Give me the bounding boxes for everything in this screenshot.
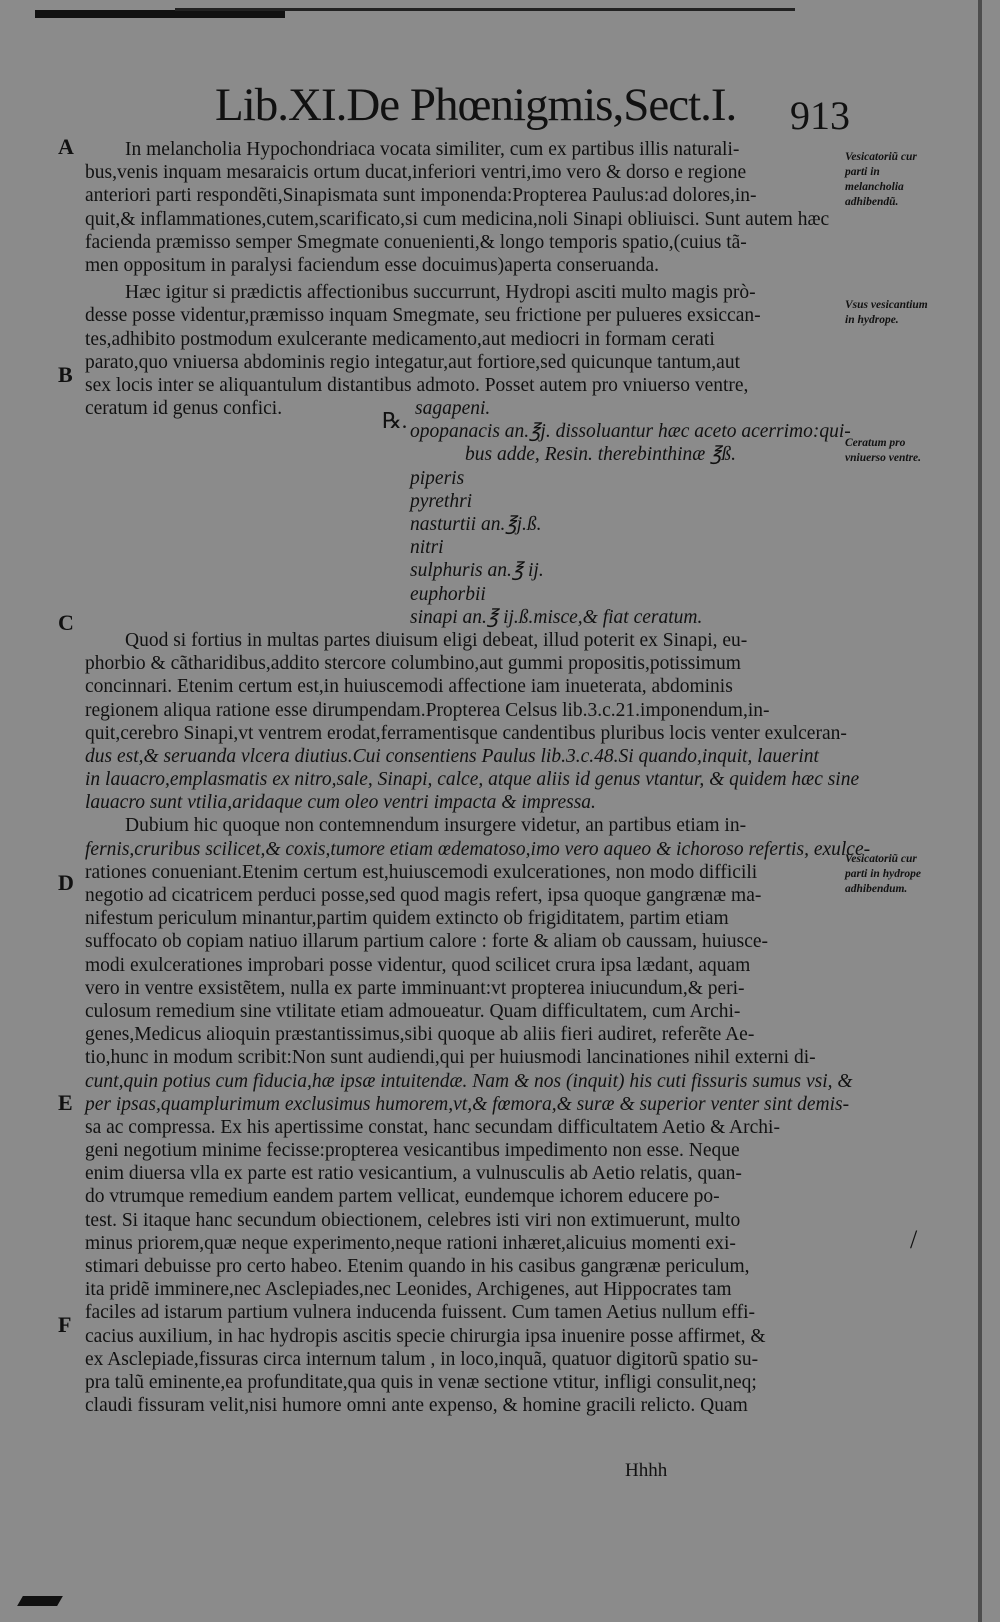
text-line: phorbio & cãtharidibus,addito stercore columbino,aut gummi propositis,potissimum bbox=[85, 653, 741, 675]
margin-letter-e: E bbox=[58, 1090, 73, 1115]
text-line: suffocato ob copiam natiuo illarum partium calore : forte & aliam ob caussam, huiusce- bbox=[85, 931, 769, 953]
margin-note: Vesicatoriũ cur parti in hydrope adhibendum. bbox=[845, 853, 922, 895]
text-line: vero in ventre exsistẽtem, nulla ex parte imminuant:vt propterea iniucundum,& peri- bbox=[85, 977, 745, 999]
text-line: stimari debuisse pro certo habeo. Etenim quando in his casibus gangrænæ periculum, bbox=[85, 1256, 750, 1277]
recipe-line: opopanacis an.℥j. dissoluantur hæc aceto acerrimo:qui- bbox=[410, 421, 851, 443]
text-line: per ipsas,quamplurimum exclusimus humorem,vt,& fœmora,& suræ & superior venter sint demis- bbox=[85, 1093, 850, 1115]
recipe-symbol: ℞. bbox=[382, 408, 408, 433]
text-line: minus priorem,quæ neque experimento,neque rationi inhæret,alicuius momenti exi- bbox=[85, 1232, 736, 1254]
text-line: ex Asclepiade,fissuras circa internum talum , in loco,inquã, quatuor digitorũ spatio su- bbox=[85, 1348, 759, 1370]
text-line: test. Si itaque hanc secundum obiectionem, celebres isti viri non extimuerunt, multo bbox=[85, 1209, 741, 1231]
text-line: geni negotium minime fecisse:propterea vesicantibus impedimento non esse. Neque bbox=[85, 1140, 740, 1162]
running-header bbox=[215, 78, 855, 138]
text-line: bus,venis inquam mesaraicis ortum ducat,inferiori ventri,imo vero & dorso e regione bbox=[85, 162, 747, 184]
text-line: fernis,cruribus scilicet,& coxis,tumore etiam œdematoso,imo vero aqueo & ichoroso refertis, exulce- bbox=[85, 838, 871, 860]
margin-letter-b: B bbox=[58, 362, 73, 387]
recipe-line: sinapi an.℥ ij.ß.misce,& fiat ceratum. bbox=[410, 606, 703, 628]
scan-artifact-bar bbox=[35, 10, 285, 18]
text-line: quit,cerebro Sinapi,vt ventrem erodat,ferramentisque candentibus pluribus locis venter exulceran- bbox=[85, 722, 847, 744]
margin-letter-f: F bbox=[58, 1312, 72, 1337]
text-line: dus est,& seruanda vlcera diutius.Cui consentiens Paulus lib.3.c.48.Si quando,inquit, lauerint bbox=[85, 745, 819, 767]
text-line: enim diuersa vlla ex parte est ratio vesicantium, a vulnusculis ab Aetio relatis, quan- bbox=[85, 1163, 742, 1185]
text-line: facienda præmisso semper Smegmate conuenienti,& longo temporis spatio,(cuius tã- bbox=[85, 231, 747, 253]
text-line: regionem aliqua ratione esse dirumpendam.Propterea Celsus lib.3.c.21.imponendum,in- bbox=[85, 699, 770, 721]
recipe-line: bus adde, Resin. therebinthinæ ℥ß. bbox=[465, 444, 737, 466]
text-line: anteriori parti respondẽti,Sinapismata sunt imponenda:Propterea Paulus:ad dolores,in- bbox=[85, 185, 757, 207]
recipe-line: sulphuris an.℥ ij. bbox=[410, 560, 544, 582]
text-line: nifestum periculum minantur,partim quidem extincto ob frigiditatem, partim etiam bbox=[85, 908, 729, 930]
text-line: lauacro sunt vtilia,aridaque cum oleo ventri impacta & impressa. bbox=[85, 792, 596, 814]
text-line: parato,quo vniuersa abdominis regio integatur,aut fortiore,sed quicunque tantum,aut bbox=[85, 351, 740, 373]
body-text bbox=[85, 138, 871, 1417]
page-edge-shadow bbox=[978, 0, 982, 1622]
scan-artifact-smudge bbox=[17, 1596, 63, 1606]
text-line: culosum remedium sine vtilitate etiam admoueatur. Quam difficultatem, cum Archi- bbox=[85, 1000, 741, 1022]
text-line: in lauacro,emplasmatis ex nitro,sale, Sinapi, calce, atque aliis id genus vtantur, & quidem hæc sine bbox=[85, 769, 860, 791]
text-line: desse posse videntur,præmisso inquam Smegmate, seu frictione per pulueres exsiccan- bbox=[85, 305, 761, 327]
text-line: modi exulcerationes improbari posse videntur, quod scilicet crura ipsa lædant, aquam bbox=[85, 954, 751, 976]
signature-mark: Hhhh bbox=[625, 1460, 668, 1481]
margin-letter-a: A bbox=[58, 134, 74, 159]
margin-letter-d: D bbox=[58, 870, 74, 895]
recipe-line: nitri bbox=[410, 537, 444, 559]
text-line: ceratum id genus confici. bbox=[85, 398, 283, 420]
text-line: rationes conueniant.Etenim certum est,huiuscemodi exulcerationes, non modo difficili bbox=[85, 861, 758, 883]
margin-note: Ceratum pro vniuerso ventre. bbox=[845, 437, 922, 464]
text-line: faciles ad istarum partium vulnera inducenda fuissent. Cum tamen Aetius nullum effi- bbox=[85, 1302, 756, 1324]
text-line: Hæc igitur si prædictis affectionibus succurrunt, Hydropi asciti multo magis prò- bbox=[125, 282, 756, 304]
text-line: claudi fissuram velit,nisi humore omni ante expenso, & homine gracili relicto. Quam bbox=[85, 1395, 748, 1417]
text-line: cacius auxilium, in hac hydropis ascitis specie chirurgia ipsa inuenire posse affirmet, & bbox=[85, 1325, 766, 1347]
text-line: In melancholia Hypochondriaca vocata similiter, cum ex partibus illis naturali- bbox=[125, 139, 740, 160]
recipe-line: pyrethri bbox=[410, 490, 473, 512]
text-line: Quod si fortius in multas partes diuisum eligi debeat, illud poterit ex Sinapi, eu- bbox=[125, 629, 748, 651]
page-number: 913 bbox=[790, 93, 850, 138]
recipe-line: euphorbii bbox=[410, 583, 486, 605]
recipe-line: sagapeni. bbox=[415, 398, 491, 420]
margin-note: Vsus vesicantium in hydrope. bbox=[845, 299, 928, 326]
text-line: pra talũ eminente,ea profunditate,qua quis in venæ sectione vtitur, infligi consulit,neq; bbox=[85, 1371, 757, 1393]
text-line: Dubium hic quoque non contemnendum insurgere videtur, an partibus etiam in- bbox=[125, 815, 747, 837]
text-line: sa ac compressa. Ex his apertissime constat, hanc secundam difficultatem Aetio & Archi- bbox=[85, 1116, 780, 1138]
text-line: concinnari. Etenim certum est,in huiuscemodi affectione iam inueterata, abdominis bbox=[85, 676, 733, 698]
scan-artifact-line bbox=[175, 8, 795, 11]
text-line: men oppositum in paralysi faciendum esse docuimus)aperta conseruanda. bbox=[85, 254, 659, 276]
text-line: sex locis inter se aliquantulum distantibus admoto. Posset autem pro vniuerso ventre, bbox=[85, 374, 749, 396]
stray-mark: / bbox=[910, 1225, 918, 1254]
text-line: quit,& inflammationes,cutem,scarificato,si cum medicina,noli Sinapi obliuisci. Sunt autem hæc bbox=[85, 208, 830, 230]
text-line: tio,hunc in modum scribit:Non sunt audiendi,qui per huiusmodi lancinationes nihil externi di- bbox=[85, 1047, 816, 1069]
recipe-line: nasturtii an.℥j.ß. bbox=[410, 514, 542, 535]
text-line: ita pridẽ imminere,nec Asclepiades,nec Leonides, Archigenes, aut Hippocrates tam bbox=[85, 1279, 732, 1301]
text-line: genes,Medicus alioquin præstantissimus,sibi quoque ab aliis fieri audiret, referẽte Ae- bbox=[85, 1024, 755, 1046]
recipe-line: piperis bbox=[410, 467, 465, 489]
text-line: negotio ad cicatricem perduci posse,sed quod magis refert, ipsa quoque gangrænæ ma- bbox=[85, 885, 762, 906]
text-line: tes,adhibito postmodum exulcerante medicamento,aut mediocri in formam cerati bbox=[85, 328, 715, 350]
text-line: do vtrumque remedium eandem partem vellicat, eundemque ichorem educere po- bbox=[85, 1186, 720, 1208]
margin-note: Vesicatoriũ cur parti in melancholia adhibendũ. bbox=[845, 151, 917, 208]
margin-letter-c: C bbox=[58, 610, 74, 635]
text-line: cunt,quin potius cum fiducia,hæ ipsæ intuitendæ. Nam & nos (inquit) his cuti fissuris sumus vsi, & bbox=[85, 1070, 853, 1092]
page-title: Lib.XI.De Phœnigmis,Sect.I. bbox=[215, 79, 737, 131]
